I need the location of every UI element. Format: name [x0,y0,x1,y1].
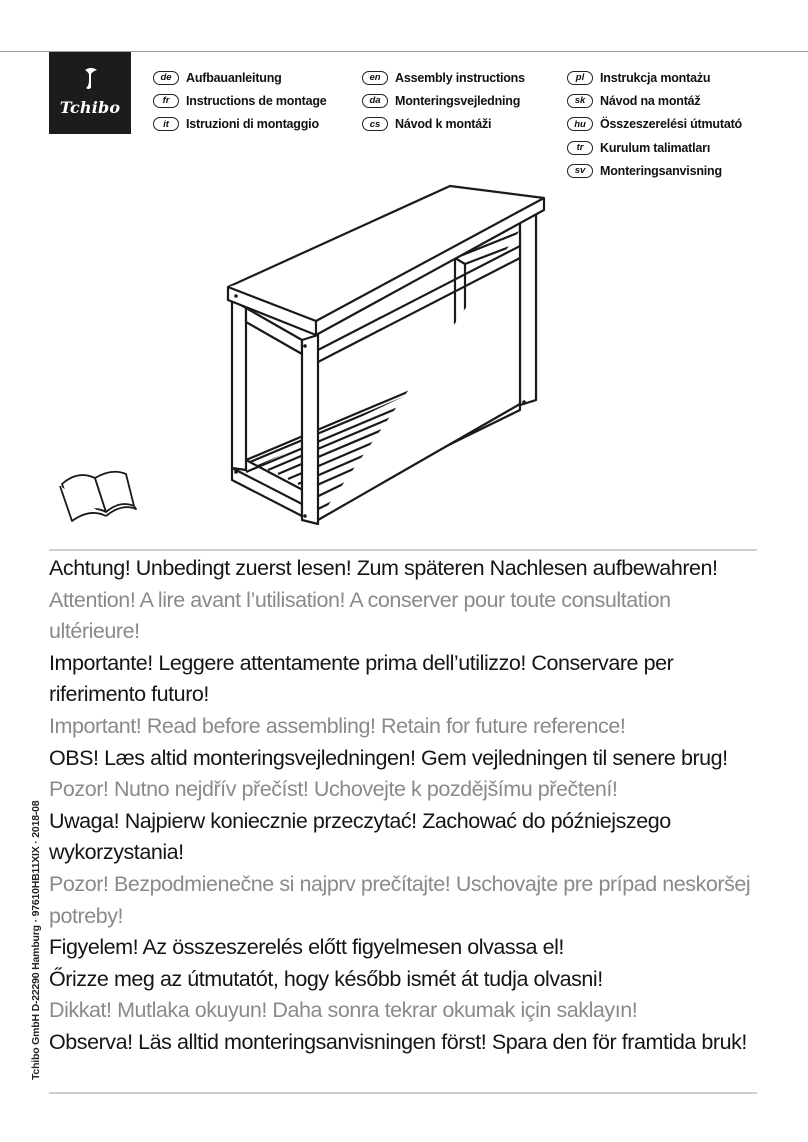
language-code-badge: sv [567,164,593,178]
footer-divider [49,1092,757,1094]
language-title: Összeszerelési útmutató [600,117,742,132]
imprint-text: Tchibo GmbH D-22290 Hamburg · 97610HB11XIX · 2018-08 [30,800,42,1080]
safety-notice: Dikkat! Mutlaka okuyun! Daha sonra tekrar okumak için saklayın! [49,998,638,1023]
safety-notice: Achtung! Unbedingt zuerst lesen! Zum späteren Nachlesen aufbewahren! [49,556,718,580]
language-code-badge: pl [567,71,593,85]
safety-notices [49,553,761,1059]
language-code-badge: sk [567,94,593,108]
safety-notice: OBS! Læs altid monteringsvejledningen! Gem vejledningen til senere brug! [49,745,728,770]
safety-notice: Importante! Leggere attentamente prima dell’utilizzo! Conservare per riferimento futuro! [49,650,674,707]
safety-notice: Observa! Läs alltid monteringsanvisningen först! Spara den för framtida bruk! [49,1029,747,1054]
language-code-badge: fr [153,94,179,108]
language-title: Assembly instructions [395,70,525,85]
language-code-badge: it [153,117,179,131]
section-divider [49,549,757,551]
language-code-badge: en [362,71,388,85]
language-title: Kurulum talimatları [600,140,711,155]
safety-notice: Figyelem! Az összeszerelés előtt figyelmesen olvassa el! Őrizze meg az útmutatót, hogy később ismét át tudja olvasni! [49,935,603,991]
language-title: Monteringsvejledning [395,93,521,108]
safety-notice: Important! Read before assembling! Retain for future reference! [49,713,626,738]
language-code-badge: de [153,71,179,85]
language-title: Istruzioni di montaggio [186,117,319,132]
console-table-illustration [0,0,808,540]
language-title: Aufbauanleitung [186,70,282,85]
language-code-badge: da [362,94,388,108]
language-title: Instructions de montage [186,93,327,108]
language-title: Návod k montáži [395,117,492,132]
safety-notice: Attention! A lire avant l’utilisation! A conserver pour toute consultation ultérieure! [49,587,671,644]
language-code-badge: cs [362,117,388,131]
safety-notice: Uwaga! Najpierw koniecznie przeczytać! Zachować do późniejszego wykorzystania! [49,808,671,865]
language-title: Monteringsanvisning [600,163,722,178]
brand-name: Tchibo [59,98,121,117]
open-book-icon [60,472,136,521]
language-title: Instrukcja montażu [600,70,711,85]
language-title: Návod na montáž [600,93,701,108]
language-code-badge: hu [567,117,593,131]
safety-notice: Pozor! Bezpodmienečne si najprv prečítajte! Uschovajte pre prípad neskoršej potreby! [49,871,751,928]
language-code-badge: tr [567,141,593,155]
safety-notice: Pozor! Nutno nejdřív přečíst! Uchovejte k pozdějšímu přečtení! [49,777,618,802]
